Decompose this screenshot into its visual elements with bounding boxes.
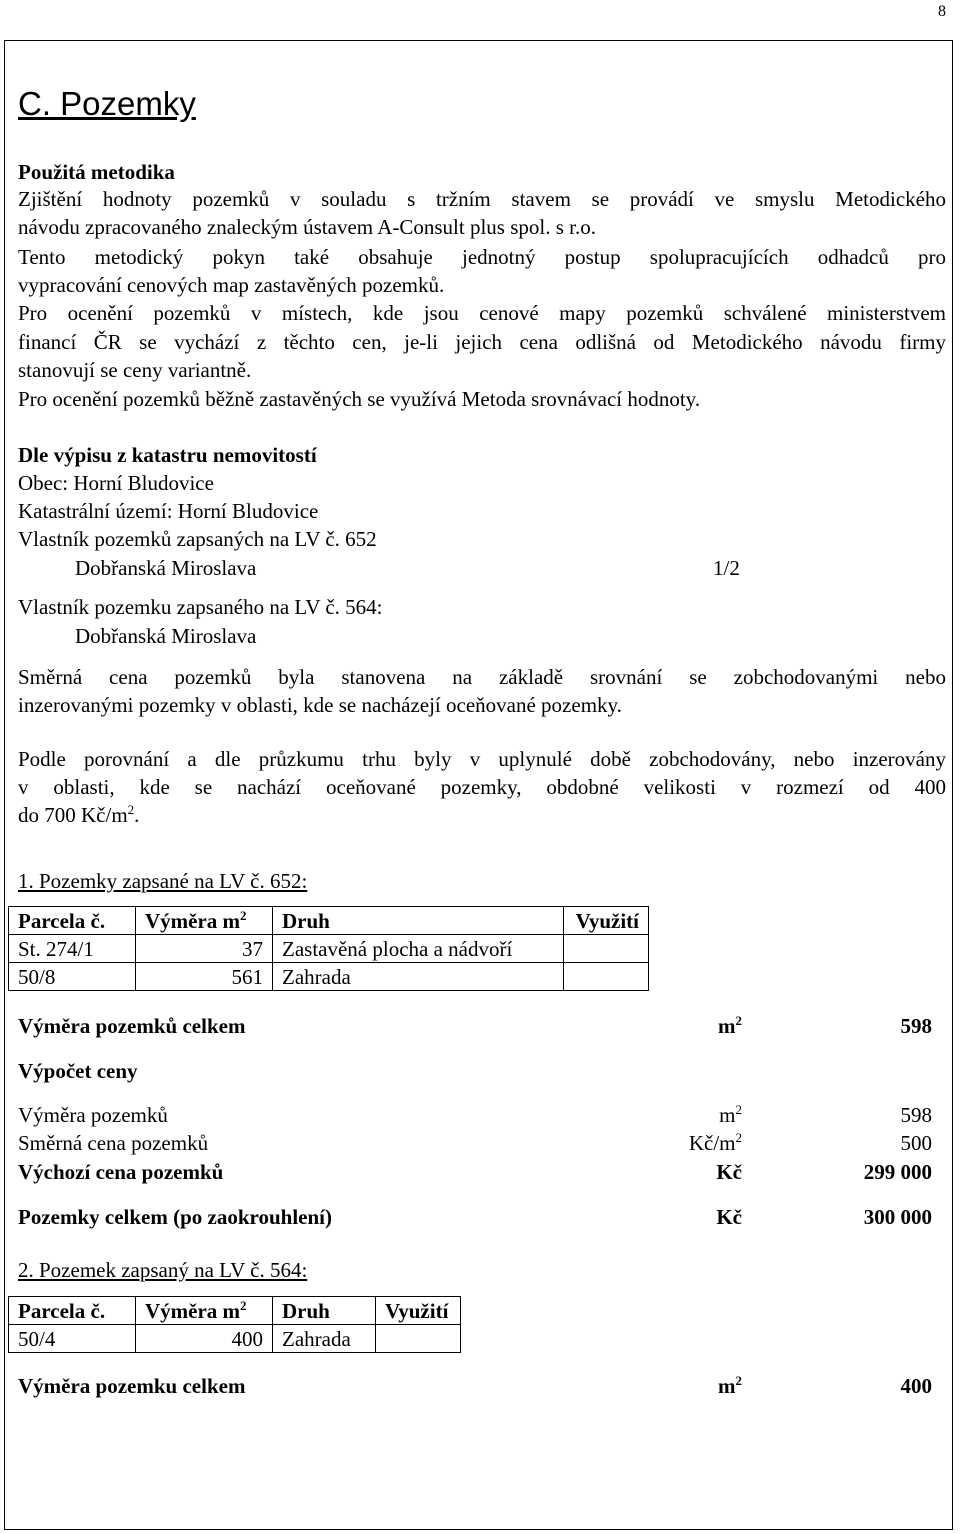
section2-heading: 2. Pozemek zapsaný na LV č. 564: (18, 1258, 308, 1282)
cell-vymera: 561 (136, 963, 273, 991)
methodology-p3-line2: financí ČR se vychází z těchto cen, je-li jejich cena odlišná od Metodického návodu firmy (18, 330, 946, 354)
cell-druh: Zahrada (273, 1325, 376, 1353)
compare-text-line1: Podle porovnání a dle průzkumu trhu byly v uplynulé době zobchodovány, nebo inzerovány (18, 747, 946, 771)
cell-parcela: 50/4 (9, 1325, 136, 1353)
calc-row-area: Výměra pozemků $m^2$ 598 (18, 1102, 932, 1127)
owner-652-label: Vlastník pozemků zapsaných na LV č. 652 (18, 527, 377, 551)
table-header-row (9, 1297, 461, 1325)
price-text-line2: inzerovanými pozemky v oblasti, kde se nacházejí oceňované pozemky. (18, 693, 622, 717)
price-text-line1: Směrná cena pozemků byla stanovena na základě srovnání se zobchodovanými nebo (18, 665, 946, 689)
header-vyuziti: Využití (564, 907, 649, 935)
total-area-row-564: Výměra pozemku celkem $m^2$ 400 (18, 1373, 932, 1398)
final-price-row: Pozemky celkem (po zaokrouhlení) Kč 300 000 (18, 1205, 932, 1229)
calc-row-base-price: Výchozí cena pozemků Kč 299 000 (18, 1160, 932, 1184)
owner-564-label: Vlastník pozemku zapsaného na LV č. 564: (18, 595, 383, 619)
cadastre-ku: Katastrální území: Horní Bludovice (18, 499, 319, 523)
cell-druh: Zastavěná plocha a nádvoří (273, 935, 564, 963)
header-vymera: Výměra $m^2$ (136, 907, 273, 935)
header-druh: Druh (273, 1297, 376, 1325)
cell-druh: Zahrada (273, 963, 564, 991)
cadastre-obec: Obec: Horní Bludovice (18, 471, 214, 495)
page-number: 8 (938, 3, 946, 20)
table-header-row (9, 907, 649, 935)
calc-row-unit-price: Směrná cena pozemků $Kč/m^2$ 500 (18, 1130, 932, 1155)
methodology-p1-line2: návodu zpracovaného znaleckým ústavem A-Consult plus spol. s r.o. (18, 215, 596, 239)
cell-parcela: St. 274/1 (9, 935, 136, 963)
header-vymera: Výměra $m^2$ (136, 1297, 273, 1325)
owner-652-share: 1/2 (713, 556, 740, 580)
header-parcela: Parcela č. (9, 907, 136, 935)
cell-vyuziti (564, 963, 649, 991)
compare-text-line2: v oblasti, kde se nachází oceňované pozemky, obdobné velikosti v rozmezí od 400 (18, 775, 946, 799)
cell-vyuziti (564, 935, 649, 963)
methodology-heading: Použitá metodika (18, 160, 175, 184)
cell-vymera: 400 (136, 1325, 273, 1353)
methodology-p3-line1: Pro ocenění pozemků v místech, kde jsou cenové mapy pozemků schválené ministerstvem (18, 301, 946, 325)
header-vyuziti: Využití (376, 1297, 461, 1325)
methodology-p1-line1: Zjištění hodnoty pozemků v souladu s tržním stavem se provádí ve smyslu Metodického (18, 187, 946, 211)
owner-652-name: Dobřanská Miroslava (75, 556, 257, 580)
table-row (9, 935, 649, 963)
methodology-p4: Pro ocenění pozemků běžně zastavěných se využívá Metoda srovnávací hodnoty. (18, 387, 701, 411)
section1-heading: 1. Pozemky zapsané na LV č. 652: (18, 869, 308, 893)
parcel-table-564 (8, 1296, 461, 1353)
methodology-p2-line1: Tento metodický pokyn také obsahuje jednotný postup spolupracujících odhadců pro (18, 245, 946, 269)
cell-vyuziti (376, 1325, 461, 1353)
cadastre-heading: Dle výpisu z katastru nemovitostí (18, 443, 317, 467)
cell-parcela: 50/8 (9, 963, 136, 991)
parcel-table-652 (8, 906, 649, 991)
calc-heading: Výpočet ceny (18, 1059, 138, 1083)
compare-text-line3: do 700 $Kč/m^2$. (18, 802, 140, 827)
methodology-p2-line2: vypracování cenových map zastavěných pozemků. (18, 273, 445, 297)
owner-564-name: Dobřanská Miroslava (75, 624, 257, 648)
cell-vymera: 37 (136, 935, 273, 963)
total-area-row-652: Výměra pozemků celkem $m^2$ 598 (18, 1013, 932, 1038)
table-row (9, 1325, 461, 1353)
header-druh: Druh (273, 907, 564, 935)
methodology-p3-line3: stanovují se ceny variantně. (18, 358, 252, 382)
header-parcela: Parcela č. (9, 1297, 136, 1325)
section-title: C. Pozemky (18, 85, 196, 122)
table-row (9, 963, 649, 991)
